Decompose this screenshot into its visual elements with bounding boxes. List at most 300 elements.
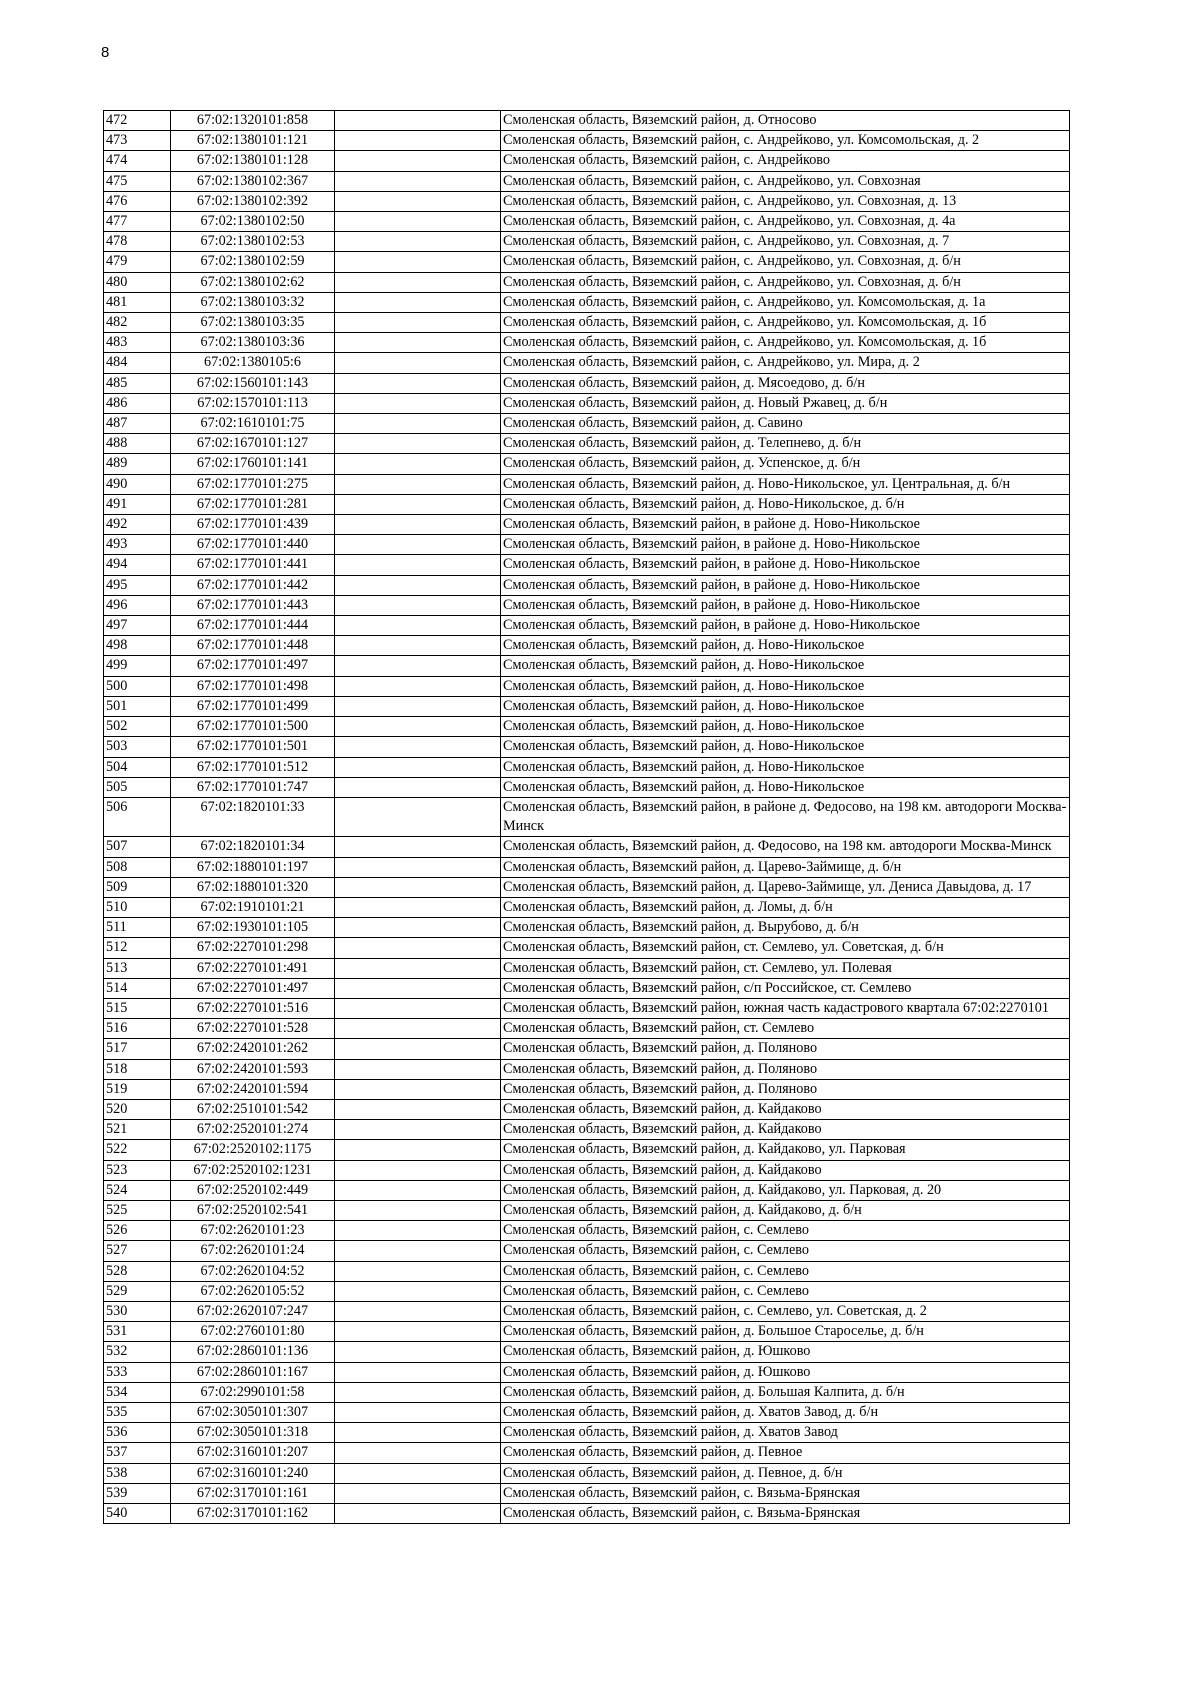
- row-number-cell: 514: [104, 978, 171, 998]
- table-row: [104, 1140, 1070, 1160]
- address-cell: Смоленская область, Вяземский район, д. Певное: [501, 1443, 1070, 1463]
- address-cell: Смоленская область, Вяземский район, ст. Семлево, ул. Полевая: [501, 958, 1070, 978]
- address-cell: Смоленская область, Вяземский район, д. Ново-Никольское: [501, 737, 1070, 757]
- row-number-cell: 530: [104, 1301, 171, 1321]
- table-row: [104, 1504, 1070, 1524]
- row-number-cell: 495: [104, 575, 171, 595]
- cadastral-number-cell: 67:02:1380101:128: [171, 151, 335, 171]
- cadastral-number-cell: 67:02:3170101:162: [171, 1504, 335, 1524]
- empty-cell: [335, 958, 501, 978]
- empty-cell: [335, 737, 501, 757]
- table-row: [104, 474, 1070, 494]
- empty-cell: [335, 1281, 501, 1301]
- address-cell: Смоленская область, Вяземский район, д. Большое Староселье, д. б/н: [501, 1322, 1070, 1342]
- empty-cell: [335, 1362, 501, 1382]
- empty-cell: [335, 1019, 501, 1039]
- table-row: [104, 191, 1070, 211]
- cadastral-number-cell: 67:02:2990101:58: [171, 1382, 335, 1402]
- address-cell: Смоленская область, Вяземский район, д. Ново-Никольское: [501, 676, 1070, 696]
- empty-cell: [335, 1463, 501, 1483]
- cadastral-number-cell: 67:02:2620101:23: [171, 1221, 335, 1241]
- empty-cell: [335, 474, 501, 494]
- cadastral-number-cell: 67:02:1380103:32: [171, 292, 335, 312]
- empty-cell: [335, 434, 501, 454]
- empty-cell: [335, 717, 501, 737]
- row-number-cell: 517: [104, 1039, 171, 1059]
- table-row: [104, 958, 1070, 978]
- row-number-cell: 535: [104, 1403, 171, 1423]
- table-row: [104, 353, 1070, 373]
- address-cell: Смоленская область, Вяземский район, д. Поляново: [501, 1059, 1070, 1079]
- empty-cell: [335, 1301, 501, 1321]
- row-number-cell: 479: [104, 252, 171, 272]
- address-cell: Смоленская область, Вяземский район, д. Мясоедово, д. б/н: [501, 373, 1070, 393]
- row-number-cell: 540: [104, 1504, 171, 1524]
- address-cell: Смоленская область, Вяземский район, д. Ломы, д. б/н: [501, 897, 1070, 917]
- row-number-cell: 533: [104, 1362, 171, 1382]
- cadastral-number-cell: 67:02:1880101:320: [171, 877, 335, 897]
- empty-cell: [335, 212, 501, 232]
- cadastral-number-cell: 67:02:1770101:275: [171, 474, 335, 494]
- row-number-cell: 507: [104, 837, 171, 857]
- empty-cell: [335, 777, 501, 797]
- cadastral-number-cell: 67:02:1760101:141: [171, 454, 335, 474]
- cadastral-number-cell: 67:02:1770101:512: [171, 757, 335, 777]
- empty-cell: [335, 333, 501, 353]
- row-number-cell: 474: [104, 151, 171, 171]
- empty-cell: [335, 535, 501, 555]
- address-cell: Смоленская область, Вяземский район, в районе д. Ново-Никольское: [501, 616, 1070, 636]
- table-row: [104, 454, 1070, 474]
- cadastral-number-cell: 67:02:1380102:62: [171, 272, 335, 292]
- cadastral-number-cell: 67:02:2520102:1231: [171, 1160, 335, 1180]
- table-row: [104, 232, 1070, 252]
- row-number-cell: 526: [104, 1221, 171, 1241]
- row-number-cell: 523: [104, 1160, 171, 1180]
- address-cell: Смоленская область, Вяземский район, с. Андрейково, ул. Совхозная, д. 7: [501, 232, 1070, 252]
- address-cell: Смоленская область, Вяземский район, д. Савино: [501, 414, 1070, 434]
- address-cell: Смоленская область, Вяземский район, д. Ново-Никольское: [501, 696, 1070, 716]
- table-row: [104, 656, 1070, 676]
- table-row: [104, 1382, 1070, 1402]
- empty-cell: [335, 1241, 501, 1261]
- row-number-cell: 483: [104, 333, 171, 353]
- address-cell: Смоленская область, Вяземский район, д. Относово: [501, 111, 1070, 131]
- empty-cell: [335, 636, 501, 656]
- row-number-cell: 524: [104, 1180, 171, 1200]
- empty-cell: [335, 1180, 501, 1200]
- address-cell: Смоленская область, Вяземский район, д. Кайдаково: [501, 1120, 1070, 1140]
- empty-cell: [335, 252, 501, 272]
- address-cell: Смоленская область, Вяземский район, д. Певное, д. б/н: [501, 1463, 1070, 1483]
- row-number-cell: 536: [104, 1423, 171, 1443]
- empty-cell: [335, 494, 501, 514]
- table-row: [104, 1160, 1070, 1180]
- table-row: [104, 1301, 1070, 1321]
- address-cell: Смоленская область, Вяземский район, д. Кайдаково: [501, 1160, 1070, 1180]
- row-number-cell: 529: [104, 1281, 171, 1301]
- address-cell: Смоленская область, Вяземский район, ст. Семлево: [501, 1019, 1070, 1039]
- table-row: [104, 978, 1070, 998]
- address-cell: Смоленская область, Вяземский район, с. Вязьма-Брянская: [501, 1483, 1070, 1503]
- address-cell: Смоленская область, Вяземский район, с. Андрейково, ул. Совхозная, д. 13: [501, 191, 1070, 211]
- table-row: [104, 1483, 1070, 1503]
- empty-cell: [335, 757, 501, 777]
- row-number-cell: 506: [104, 797, 171, 836]
- address-cell: Смоленская область, Вяземский район, д. Хватов Завод: [501, 1423, 1070, 1443]
- table-row: [104, 877, 1070, 897]
- cadastral-number-cell: 67:02:1770101:443: [171, 595, 335, 615]
- empty-cell: [335, 1039, 501, 1059]
- cadastral-number-cell: 67:02:2620105:52: [171, 1281, 335, 1301]
- table-row: [104, 414, 1070, 434]
- table-row: [104, 737, 1070, 757]
- empty-cell: [335, 171, 501, 191]
- row-number-cell: 481: [104, 292, 171, 312]
- address-cell: Смоленская область, Вяземский район, в районе д. Федосово, на 198 км. автодороги Москва-Минск: [501, 797, 1070, 836]
- cadastral-number-cell: 67:02:3050101:307: [171, 1403, 335, 1423]
- cadastral-number-cell: 67:02:1380102:59: [171, 252, 335, 272]
- address-cell: Смоленская область, Вяземский район, с. Андрейково, ул. Мира, д. 2: [501, 353, 1070, 373]
- cadastral-number-cell: 67:02:2860101:167: [171, 1362, 335, 1382]
- cadastral-number-cell: 67:02:3170101:161: [171, 1483, 335, 1503]
- address-cell: Смоленская область, Вяземский район, с. Андрейково, ул. Совхозная: [501, 171, 1070, 191]
- empty-cell: [335, 897, 501, 917]
- empty-cell: [335, 111, 501, 131]
- row-number-cell: 521: [104, 1120, 171, 1140]
- address-cell: Смоленская область, Вяземский район, д. Поляново: [501, 1039, 1070, 1059]
- empty-cell: [335, 1342, 501, 1362]
- empty-cell: [335, 414, 501, 434]
- cadastral-number-cell: 67:02:1770101:440: [171, 535, 335, 555]
- cadastral-number-cell: 67:02:2420101:593: [171, 1059, 335, 1079]
- table-row: [104, 1463, 1070, 1483]
- row-number-cell: 501: [104, 696, 171, 716]
- empty-cell: [335, 1261, 501, 1281]
- cadastral-number-cell: 67:02:1320101:858: [171, 111, 335, 131]
- empty-cell: [335, 1483, 501, 1503]
- empty-cell: [335, 1423, 501, 1443]
- cadastral-number-cell: 67:02:1880101:197: [171, 857, 335, 877]
- table-row: [104, 636, 1070, 656]
- row-number-cell: 511: [104, 918, 171, 938]
- empty-cell: [335, 232, 501, 252]
- empty-cell: [335, 313, 501, 333]
- empty-cell: [335, 797, 501, 836]
- row-number-cell: 503: [104, 737, 171, 757]
- empty-cell: [335, 918, 501, 938]
- row-number-cell: 472: [104, 111, 171, 131]
- row-number-cell: 522: [104, 1140, 171, 1160]
- table-body: [104, 111, 1070, 1524]
- cadastral-number-cell: 67:02:1770101:498: [171, 676, 335, 696]
- table-row: [104, 1099, 1070, 1119]
- cadastral-number-cell: 67:02:1610101:75: [171, 414, 335, 434]
- address-cell: Смоленская область, Вяземский район, в районе д. Ново-Никольское: [501, 515, 1070, 535]
- table-row: [104, 1200, 1070, 1220]
- cadastral-number-cell: 67:02:2520102:1175: [171, 1140, 335, 1160]
- address-cell: Смоленская область, Вяземский район, д. Ново-Никольское, ул. Центральная, д. б/н: [501, 474, 1070, 494]
- cadastral-number-cell: 67:02:1820101:34: [171, 837, 335, 857]
- address-cell: Смоленская область, Вяземский район, южная часть кадастрового квартала 67:02:2270101: [501, 998, 1070, 1018]
- table-row: [104, 918, 1070, 938]
- table-row: [104, 1019, 1070, 1039]
- address-cell: Смоленская область, Вяземский район, д. Ново-Никольское: [501, 777, 1070, 797]
- row-number-cell: 498: [104, 636, 171, 656]
- cadastral-number-cell: 67:02:2520102:541: [171, 1200, 335, 1220]
- row-number-cell: 477: [104, 212, 171, 232]
- empty-cell: [335, 837, 501, 857]
- cadastral-number-cell: 67:02:1930101:105: [171, 918, 335, 938]
- row-number-cell: 515: [104, 998, 171, 1018]
- empty-cell: [335, 1403, 501, 1423]
- cadastral-number-cell: 67:02:1380103:35: [171, 313, 335, 333]
- table-row: [104, 131, 1070, 151]
- address-cell: Смоленская область, Вяземский район, д. Телепнево, д. б/н: [501, 434, 1070, 454]
- empty-cell: [335, 292, 501, 312]
- address-cell: Смоленская область, Вяземский район, с. Вязьма-Брянская: [501, 1504, 1070, 1524]
- cadastral-number-cell: 67:02:2420101:262: [171, 1039, 335, 1059]
- empty-cell: [335, 151, 501, 171]
- cadastral-number-cell: 67:02:1770101:444: [171, 616, 335, 636]
- table-row: [104, 151, 1070, 171]
- empty-cell: [335, 1382, 501, 1402]
- address-cell: Смоленская область, Вяземский район, с. Семлево, ул. Советская, д. 2: [501, 1301, 1070, 1321]
- cadastral-number-cell: 67:02:3050101:318: [171, 1423, 335, 1443]
- row-number-cell: 476: [104, 191, 171, 211]
- cadastral-number-cell: 67:02:1910101:21: [171, 897, 335, 917]
- table-row: [104, 1079, 1070, 1099]
- empty-cell: [335, 1120, 501, 1140]
- cadastral-number-cell: 67:02:2270101:497: [171, 978, 335, 998]
- empty-cell: [335, 1443, 501, 1463]
- empty-cell: [335, 595, 501, 615]
- row-number-cell: 504: [104, 757, 171, 777]
- empty-cell: [335, 1200, 501, 1220]
- cadastral-number-cell: 67:02:1770101:500: [171, 717, 335, 737]
- address-cell: Смоленская область, Вяземский район, в районе д. Ново-Никольское: [501, 575, 1070, 595]
- table-row: [104, 1362, 1070, 1382]
- table-row: [104, 696, 1070, 716]
- cadastral-number-cell: 67:02:1770101:497: [171, 656, 335, 676]
- empty-cell: [335, 616, 501, 636]
- empty-cell: [335, 877, 501, 897]
- address-cell: Смоленская область, Вяземский район, с. Андрейково: [501, 151, 1070, 171]
- row-number-cell: 513: [104, 958, 171, 978]
- address-cell: Смоленская область, Вяземский район, в районе д. Ново-Никольское: [501, 535, 1070, 555]
- address-cell: Смоленская область, Вяземский район, с/п Российское, ст. Семлево: [501, 978, 1070, 998]
- table-row: [104, 757, 1070, 777]
- empty-cell: [335, 1079, 501, 1099]
- table-row: [104, 1241, 1070, 1261]
- table-row: [104, 434, 1070, 454]
- row-number-cell: 500: [104, 676, 171, 696]
- table-row: [104, 676, 1070, 696]
- row-number-cell: 532: [104, 1342, 171, 1362]
- empty-cell: [335, 1099, 501, 1119]
- empty-cell: [335, 938, 501, 958]
- table-row: [104, 616, 1070, 636]
- address-cell: Смоленская область, Вяземский район, д. Юшково: [501, 1362, 1070, 1382]
- address-cell: Смоленская область, Вяземский район, с. Андрейково, ул. Комсомольская, д. 2: [501, 131, 1070, 151]
- cadastral-number-cell: 67:02:1380103:36: [171, 333, 335, 353]
- cadastral-number-cell: 67:02:1380102:53: [171, 232, 335, 252]
- row-number-cell: 519: [104, 1079, 171, 1099]
- address-cell: Смоленская область, Вяземский район, с. Андрейково, ул. Совхозная, д. б/н: [501, 252, 1070, 272]
- table-row: [104, 171, 1070, 191]
- cadastral-number-cell: 67:02:2270101:491: [171, 958, 335, 978]
- cadastral-number-cell: 67:02:1770101:501: [171, 737, 335, 757]
- row-number-cell: 508: [104, 857, 171, 877]
- address-cell: Смоленская область, Вяземский район, д. Царево-Займище, ул. Дениса Давыдова, д. 17: [501, 877, 1070, 897]
- cadastral-number-cell: 67:02:1770101:747: [171, 777, 335, 797]
- table-row: [104, 1180, 1070, 1200]
- table-row: [104, 998, 1070, 1018]
- empty-cell: [335, 1160, 501, 1180]
- address-cell: Смоленская область, Вяземский район, с. Семлево: [501, 1221, 1070, 1241]
- empty-cell: [335, 978, 501, 998]
- empty-cell: [335, 454, 501, 474]
- cadastral-number-cell: 67:02:2520101:274: [171, 1120, 335, 1140]
- row-number-cell: 487: [104, 414, 171, 434]
- cadastral-number-cell: 67:02:2420101:594: [171, 1079, 335, 1099]
- cadastral-number-cell: 67:02:2620107:247: [171, 1301, 335, 1321]
- address-cell: Смоленская область, Вяземский район, д. Федосово, на 198 км. автодороги Москва-Минск: [501, 837, 1070, 857]
- table-row: [104, 1443, 1070, 1463]
- cadastral-number-cell: 67:02:1560101:143: [171, 373, 335, 393]
- address-cell: Смоленская область, Вяземский район, с. Андрейково, ул. Комсомольская, д. 1а: [501, 292, 1070, 312]
- cadastral-number-cell: 67:02:1380101:121: [171, 131, 335, 151]
- table-row: [104, 212, 1070, 232]
- row-number-cell: 537: [104, 1443, 171, 1463]
- cadastral-number-cell: 67:02:1670101:127: [171, 434, 335, 454]
- cadastral-number-cell: 67:02:1770101:448: [171, 636, 335, 656]
- row-number-cell: 531: [104, 1322, 171, 1342]
- address-cell: Смоленская область, Вяземский район, ст. Семлево, ул. Советская, д. б/н: [501, 938, 1070, 958]
- row-number-cell: 473: [104, 131, 171, 151]
- table-row: [104, 1403, 1070, 1423]
- table-row: [104, 111, 1070, 131]
- empty-cell: [335, 1059, 501, 1079]
- empty-cell: [335, 1504, 501, 1524]
- address-cell: Смоленская область, Вяземский район, д. Новый Ржавец, д. б/н: [501, 393, 1070, 413]
- page-number: 8: [101, 44, 110, 61]
- address-cell: Смоленская область, Вяземский район, д. Успенское, д. б/н: [501, 454, 1070, 474]
- row-number-cell: 492: [104, 515, 171, 535]
- cadastral-number-cell: 67:02:1770101:499: [171, 696, 335, 716]
- empty-cell: [335, 575, 501, 595]
- table-row: [104, 1221, 1070, 1241]
- address-cell: Смоленская область, Вяземский район, д. Ново-Никольское: [501, 656, 1070, 676]
- address-cell: Смоленская область, Вяземский район, с. Семлево: [501, 1241, 1070, 1261]
- table-row: [104, 575, 1070, 595]
- cadastral-number-cell: 67:02:1380102:392: [171, 191, 335, 211]
- table-row: [104, 1039, 1070, 1059]
- address-cell: Смоленская область, Вяземский район, д. Вырубово, д. б/н: [501, 918, 1070, 938]
- row-number-cell: 510: [104, 897, 171, 917]
- empty-cell: [335, 857, 501, 877]
- empty-cell: [335, 696, 501, 716]
- row-number-cell: 475: [104, 171, 171, 191]
- table-row: [104, 1342, 1070, 1362]
- cadastral-number-cell: 67:02:2620104:52: [171, 1261, 335, 1281]
- cadastral-number-cell: 67:02:1770101:441: [171, 555, 335, 575]
- cadastral-number-cell: 67:02:1770101:439: [171, 515, 335, 535]
- table-row: [104, 1261, 1070, 1281]
- address-cell: Смоленская область, Вяземский район, д. Ново-Никольское: [501, 717, 1070, 737]
- cadastral-number-cell: 67:02:2620101:24: [171, 1241, 335, 1261]
- table-row: [104, 938, 1070, 958]
- table-row: [104, 897, 1070, 917]
- address-cell: Смоленская область, Вяземский район, д. Ново-Никольское: [501, 636, 1070, 656]
- address-cell: Смоленская область, Вяземский район, с. Семлево: [501, 1261, 1070, 1281]
- table-row: [104, 1281, 1070, 1301]
- row-number-cell: 489: [104, 454, 171, 474]
- row-number-cell: 525: [104, 1200, 171, 1220]
- row-number-cell: 528: [104, 1261, 171, 1281]
- address-cell: Смоленская область, Вяземский район, д. Ново-Никольское: [501, 757, 1070, 777]
- table-row: [104, 1120, 1070, 1140]
- table-row: [104, 494, 1070, 514]
- row-number-cell: 499: [104, 656, 171, 676]
- empty-cell: [335, 373, 501, 393]
- cadastral-number-cell: 67:02:2270101:528: [171, 1019, 335, 1039]
- cadastral-number-cell: 67:02:2860101:136: [171, 1342, 335, 1362]
- row-number-cell: 482: [104, 313, 171, 333]
- table-row: [104, 313, 1070, 333]
- table-row: [104, 393, 1070, 413]
- cadastral-number-cell: 67:02:1820101:33: [171, 797, 335, 836]
- row-number-cell: 497: [104, 616, 171, 636]
- empty-cell: [335, 998, 501, 1018]
- address-cell: Смоленская область, Вяземский район, с. Андрейково, ул. Комсомольская, д. 1б: [501, 313, 1070, 333]
- address-cell: Смоленская область, Вяземский район, д. Кайдаково, ул. Парковая: [501, 1140, 1070, 1160]
- cadastral-number-cell: 67:02:1380102:367: [171, 171, 335, 191]
- land-plot-table: [103, 110, 1070, 1524]
- row-number-cell: 493: [104, 535, 171, 555]
- address-cell: Смоленская область, Вяземский район, с. Андрейково, ул. Совхозная, д. б/н: [501, 272, 1070, 292]
- row-number-cell: 502: [104, 717, 171, 737]
- row-number-cell: 527: [104, 1241, 171, 1261]
- table-row: [104, 717, 1070, 737]
- table-row: [104, 292, 1070, 312]
- table-row: [104, 272, 1070, 292]
- table-row: [104, 515, 1070, 535]
- cadastral-number-cell: 67:02:2510101:542: [171, 1099, 335, 1119]
- address-cell: Смоленская область, Вяземский район, д. Кайдаково, ул. Парковая, д. 20: [501, 1180, 1070, 1200]
- address-cell: Смоленская область, Вяземский район, с. Андрейково, ул. Совхозная, д. 4а: [501, 212, 1070, 232]
- row-number-cell: 518: [104, 1059, 171, 1079]
- empty-cell: [335, 272, 501, 292]
- address-cell: Смоленская область, Вяземский район, д. Ново-Никольское, д. б/н: [501, 494, 1070, 514]
- table-row: [104, 837, 1070, 857]
- address-cell: Смоленская область, Вяземский район, д. Царево-Займище, д. б/н: [501, 857, 1070, 877]
- row-number-cell: 534: [104, 1382, 171, 1402]
- row-number-cell: 516: [104, 1019, 171, 1039]
- empty-cell: [335, 1221, 501, 1241]
- row-number-cell: 491: [104, 494, 171, 514]
- cadastral-number-cell: 67:02:1770101:442: [171, 575, 335, 595]
- cadastral-number-cell: 67:02:3160101:240: [171, 1463, 335, 1483]
- empty-cell: [335, 1140, 501, 1160]
- row-number-cell: 488: [104, 434, 171, 454]
- address-cell: Смоленская область, Вяземский район, в районе д. Ново-Никольское: [501, 555, 1070, 575]
- table-row: [104, 555, 1070, 575]
- address-cell: Смоленская область, Вяземский район, д. Хватов Завод, д. б/н: [501, 1403, 1070, 1423]
- table-row: [104, 857, 1070, 877]
- row-number-cell: 494: [104, 555, 171, 575]
- table-row: [104, 777, 1070, 797]
